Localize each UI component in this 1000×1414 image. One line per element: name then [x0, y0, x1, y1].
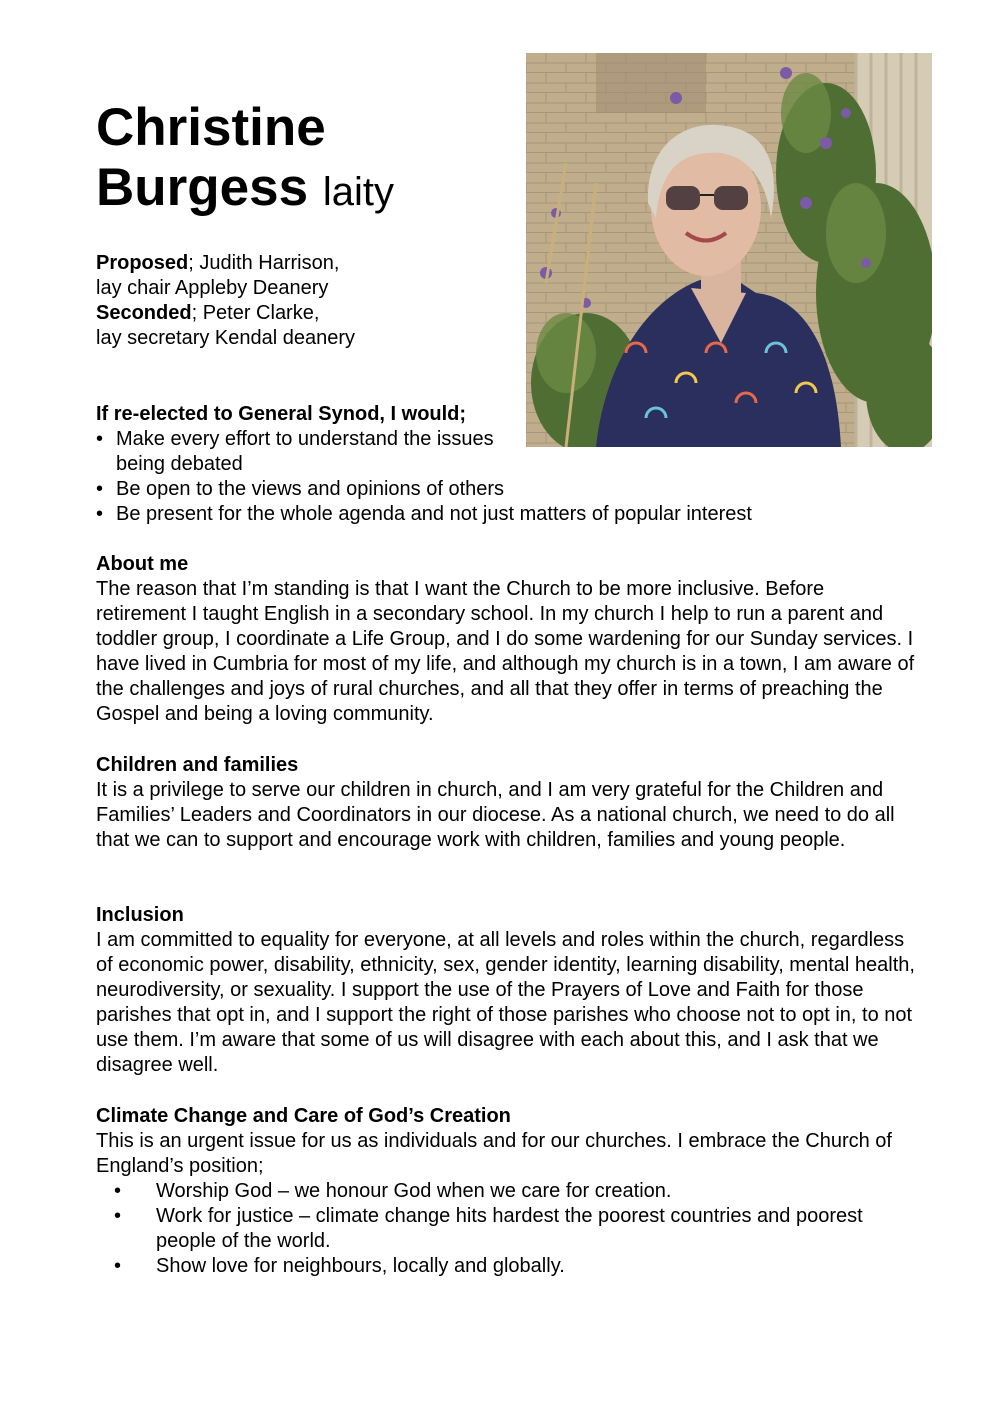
children-body: It is a privilege to serve our children in church, and I am very grateful for the Children and Families’ Leaders and Coordinators in our diocese. As a national church, we need to do all that we can to support and encourage work with children, families and young people. [96, 779, 895, 851]
seconded-label: Seconded [96, 302, 192, 324]
pledge-item: • Be present for the whole agenda and not just matters of popular interest [96, 502, 856, 527]
nomination-block [96, 251, 516, 351]
pledges-heading: If re-elected to General Synod, I would; [96, 403, 467, 425]
candidate-name [96, 98, 526, 222]
proposed-name: ; Judith Harrison, [188, 252, 340, 274]
seconded-line [96, 301, 516, 326]
children-heading: Children and families [96, 754, 299, 776]
pledge-item: • Make every effort to understand the issues being debated [96, 427, 496, 477]
candidate-photo-illustration [526, 53, 932, 447]
about-section [96, 552, 916, 727]
about-body: The reason that I’m standing is that I want the Church to be more inclusive. Before retirement I taught English in a secondary school. In my church I help to run a parent and toddler group, I coordinate a Life Group, and I do some wardening for our Sunday services. I have lived in Cumbria for most of my life, and although my church is in a town, I am aware of the challenges and joys of rural churches, and all that they offer in terms of preaching the Gospel and being a loving community. [96, 578, 915, 725]
pledges-section [96, 402, 856, 527]
children-section [96, 753, 916, 853]
candidate-first-name: Christine [96, 98, 326, 157]
inclusion-body: I am committed to equality for everyone, at all levels and roles within the church, regardless of economic power, disability, ethnicity, sex, gender identity, learning disability, mental health, neurodiversity, or sexuality. I support the use of the Prayers of Love and Faith for those parishes that opt in, and I support the right of those parishes who choose not to opt in, to not use them. I’m aware that some of us will disagree with each about this, and I ask that we disagree well. [96, 929, 915, 1076]
candidate-photo [526, 53, 932, 447]
candidate-last-name: Burgess [96, 158, 309, 217]
proposed-label: Proposed [96, 252, 189, 274]
climate-list [96, 1179, 916, 1279]
seconded-role: lay secretary Kendal deanery [96, 327, 356, 349]
climate-heading: Climate Change and Care of God’s Creation [96, 1105, 511, 1127]
climate-item: • Show love for neighbours, locally and globally. [96, 1254, 876, 1279]
climate-body: This is an urgent issue for us as individuals and for our churches. I embrace the Church of England’s position; [96, 1130, 892, 1177]
climate-item: • Work for justice – climate change hits hardest the poorest countries and poorest people of the world. [96, 1204, 876, 1254]
seconded-name: ; Peter Clarke, [191, 302, 320, 324]
about-heading: About me [96, 553, 189, 575]
pledges-list [96, 427, 856, 527]
climate-section [96, 1104, 916, 1279]
inclusion-heading: Inclusion [96, 904, 184, 926]
pledge-item: • Be open to the views and opinions of others [96, 477, 856, 502]
inclusion-section [96, 903, 916, 1078]
proposed-role: lay chair Appleby Deanery [96, 277, 329, 299]
proposed-line [96, 251, 516, 276]
candidate-category: laity [322, 170, 394, 214]
climate-item: • Worship God – we honour God when we care for creation. [96, 1179, 876, 1204]
